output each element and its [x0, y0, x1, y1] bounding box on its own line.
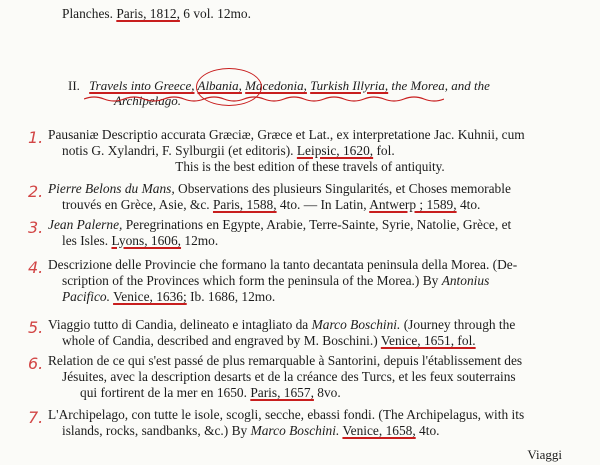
entry-2-format: 4to. — [456, 197, 481, 212]
entry-1-line-1 — [48, 127, 525, 143]
entry-6-line-2 — [62, 369, 516, 385]
entry-marker-6: 6. — [28, 354, 44, 373]
entry-3-title: Peregrinations en Egypte, Arabie, Terre-Sainte, Syrie, Natolie, Grèce, et — [122, 217, 512, 232]
entry-6-format: 8vo. — [313, 385, 341, 400]
entry-marker-2: 2. — [28, 182, 44, 201]
entry-4-author-last: Pacifico. — [62, 289, 110, 304]
entry-1-place: Leipsic, 1620, — [296, 143, 374, 158]
entry-5-line-1 — [48, 317, 515, 333]
entry-7-text-1: L'Archipelago, con tutte le isole, scogli, secche, ebassi fondi. (The Archipelagus, with its — [48, 407, 525, 422]
section-title-f: Archipelago. — [114, 93, 182, 108]
entry-marker-1: 1. — [28, 128, 44, 147]
entry-4-line-2 — [62, 273, 489, 289]
entry-marker-3: 3. — [28, 218, 44, 237]
entry-5-text-1: Viaggio tutto di Candia, delineato e intagliato da — [48, 317, 312, 332]
entry-marker-4: 4. — [28, 258, 44, 277]
entry-4-format: Ib. 1686, 12mo. — [186, 289, 276, 304]
entry-2-place-2: Antwerp ; 1589, — [369, 197, 457, 212]
entry-7-line-2 — [62, 423, 440, 439]
entry-3-author: Jean Palerne, — [48, 217, 123, 232]
entry-2-line-2 — [62, 197, 480, 213]
entry-1-line-2 — [62, 143, 395, 159]
entry-6-place: Paris, 1657, — [250, 385, 314, 400]
entry-4-line-1 — [48, 257, 517, 273]
section-number: II. — [68, 78, 80, 93]
entry-3-place: Lyons, 1606, — [111, 233, 182, 248]
catchword: Viaggi — [527, 447, 562, 462]
entry-4-place: Venice, 1636; — [113, 289, 187, 304]
entry-4-author-first: Antonius — [441, 273, 490, 288]
entry-7-line-1 — [48, 407, 524, 423]
entry-2-author: Pierre Belons du Mans, — [48, 181, 175, 196]
entry-5-text-2: whole of Candia, described and engraved by M. Boschini.) — [62, 333, 381, 348]
entry-2-latin: 4to. — In Latin, — [276, 197, 370, 212]
entry-2-title: Observations des plusieurs Singularités, et Choses memorable — [174, 181, 511, 196]
entry-4-text-1: Descrizione delle Provincie che formano la tanto decantata peninsula della Morea. (De- — [48, 257, 518, 272]
entry-marker-5: 5. — [28, 318, 44, 337]
entry-4-line-3 — [62, 289, 275, 305]
top-line — [62, 6, 251, 22]
entry-3-line-1 — [48, 217, 511, 233]
entry-5-author: Marco Boschini. — [311, 317, 401, 332]
entry-7-author: Marco Boschini. — [250, 423, 340, 438]
section-title-c: Macedonia, — [245, 78, 307, 93]
entry-3-text-2: les Isles. — [62, 233, 112, 248]
section-heading — [68, 78, 568, 108]
entry-6-text-1: Relation de ce qui s'est passé de plus remarquable à Santorini, depuis l'établissement des — [48, 353, 523, 368]
entry-6-text-3: qui fortirent de la mer en 1650. — [80, 385, 251, 400]
entry-6-line-3 — [80, 385, 341, 401]
entry-3-line-2 — [62, 233, 218, 249]
entry-7-format: 4to. — [415, 423, 440, 438]
top-line-rest: 6 vol. 12mo. — [179, 6, 251, 21]
section-title-e: the Morea, and the — [391, 78, 490, 93]
entry-1-note: This is the best edition of these travels of antiquity. — [175, 159, 445, 174]
entry-2-place-1: Paris, 1588, — [212, 197, 277, 212]
entry-5-place: Venice, 1651, fol. — [380, 333, 476, 348]
entry-1-text-1: Pausaniæ Descriptio accurata Græciæ, Græce et Lat., ex interpretatione Jac. Kuhnii, cum — [48, 127, 525, 142]
entry-7-text-2: islands, rocks, sandbanks, &c.) By — [62, 423, 251, 438]
entry-marker-7: 7. — [28, 408, 44, 427]
entry-5-text-1b: (Journey through the — [400, 317, 516, 332]
entry-7-place: Venice, 1658, — [342, 423, 416, 438]
entry-6-text-2: Jésuites, avec la description desarts et de la créance des Turcs, et les feux souterrains — [62, 369, 516, 384]
entry-6-line-1 — [48, 353, 522, 369]
entry-3-format: 12mo. — [181, 233, 219, 248]
heading-wavy-underline — [84, 95, 444, 103]
entry-2-text-2: trouvés en Grèce, Asie, &c. — [62, 197, 213, 212]
entry-4-text-2: scription of the Provinces which form the peninsula of the Morea.) By — [62, 273, 442, 288]
section-title-b: Albania, — [197, 78, 242, 93]
section-title-a: Travels into Greece, — [89, 78, 195, 93]
entry-2-line-1 — [48, 181, 511, 197]
top-line-text: Planches. — [62, 6, 113, 21]
section-title-d: Turkish Illyria, — [310, 78, 389, 93]
top-line-place: Paris, 1812, — [116, 6, 180, 21]
entry-5-line-2 — [62, 333, 476, 349]
entry-1-text-2: notis G. Xylandri, F. Sylburgii (et editoris). — [62, 143, 297, 158]
entry-1-format: fol. — [373, 143, 395, 158]
